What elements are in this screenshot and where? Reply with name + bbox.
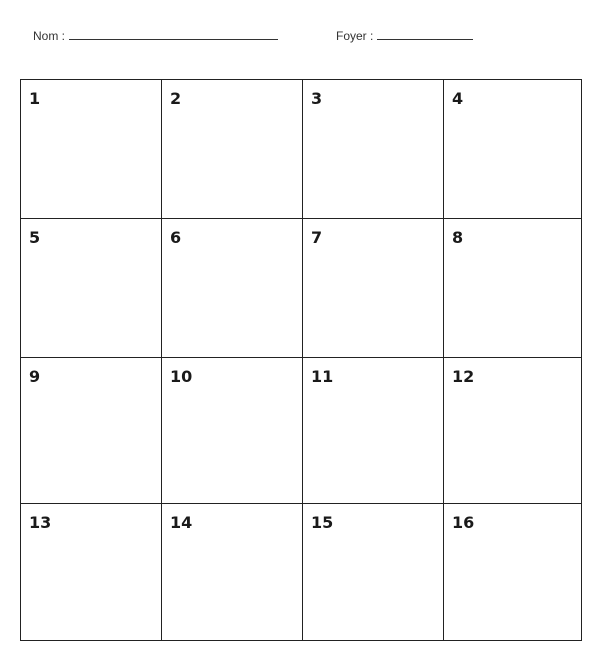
cell-number: 9: [29, 367, 41, 386]
cell-number: 1: [29, 89, 41, 108]
grid-cell: [303, 80, 444, 219]
name-blank: [69, 29, 278, 40]
grid-cell: [444, 504, 581, 640]
cell-number: 5: [29, 228, 41, 247]
grid-cell: [162, 504, 303, 640]
cell-number: 11: [311, 367, 334, 386]
name-label: Nom :: [33, 29, 66, 43]
grid-cell: [444, 219, 581, 358]
cell-number: 13: [29, 513, 52, 532]
cell-number: 3: [311, 89, 323, 108]
grid-cell: [162, 358, 303, 504]
grid-cell: [162, 219, 303, 358]
grid-cell: [303, 219, 444, 358]
grid-cell: [21, 504, 162, 640]
foyer-field-line: [336, 29, 473, 43]
foyer-blank: [377, 29, 473, 40]
cell-number: 2: [170, 89, 182, 108]
cell-number: 7: [311, 228, 323, 247]
cell-number: 4: [452, 89, 464, 108]
grid-cell: [21, 219, 162, 358]
grid-cell: [21, 80, 162, 219]
cell-number: 12: [452, 367, 475, 386]
cell-number: 16: [452, 513, 475, 532]
cell-number: 8: [452, 228, 464, 247]
cell-number: 6: [170, 228, 182, 247]
cell-number: 14: [170, 513, 193, 532]
numbered-grid: [20, 79, 582, 641]
grid-cell: [444, 358, 581, 504]
grid-cell: [444, 80, 581, 219]
name-field-line: [33, 29, 278, 43]
foyer-label: Foyer :: [336, 29, 374, 43]
grid-cell: [162, 80, 303, 219]
grid-cell: [303, 358, 444, 504]
cell-number: 15: [311, 513, 334, 532]
grid-cell: [303, 504, 444, 640]
grid-cell: [21, 358, 162, 504]
cell-number: 10: [170, 367, 193, 386]
